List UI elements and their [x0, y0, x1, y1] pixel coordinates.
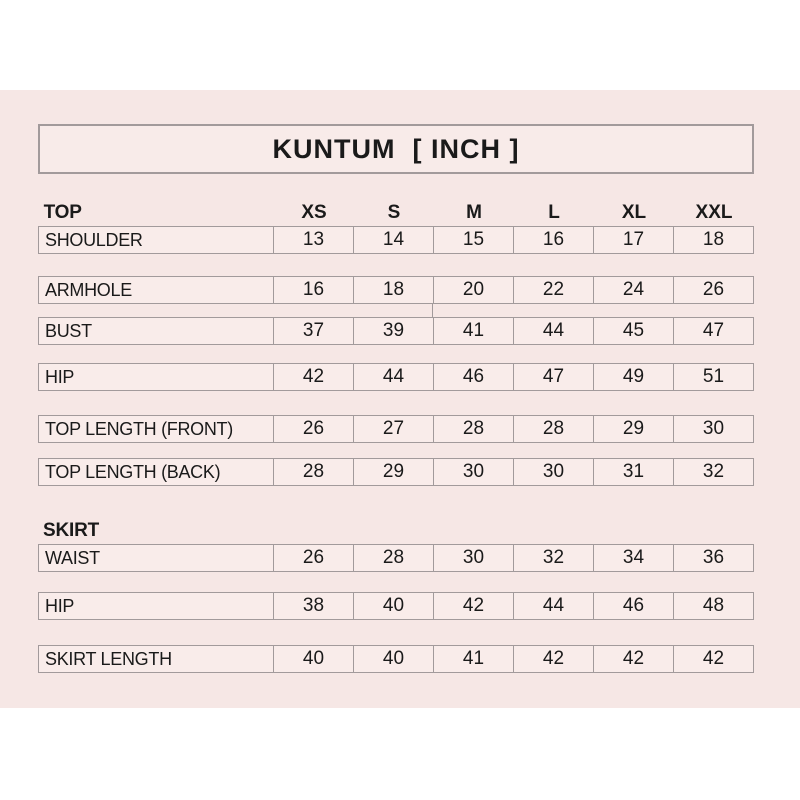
cell-value: 44 [513, 593, 593, 619]
section-title-top: TOP [43, 202, 82, 223]
cell-value: 42 [273, 364, 353, 390]
cell-value: 42 [593, 646, 673, 672]
cell-value: 44 [353, 364, 433, 390]
cell-value: 44 [513, 318, 593, 344]
cell-value: 13 [273, 227, 353, 253]
chart-title-box [38, 124, 754, 174]
cell-value: 28 [273, 459, 353, 485]
cell-value: 30 [673, 416, 753, 442]
row-label: HIP [45, 366, 75, 387]
cell-value: 24 [593, 277, 673, 303]
size-column-header: XS [301, 202, 327, 223]
cell-value: 20 [433, 277, 513, 303]
row-label: SKIRT LENGTH [45, 648, 172, 669]
cell-value: 47 [513, 364, 593, 390]
row-gap [38, 254, 754, 276]
row-gap [38, 304, 754, 317]
row-label: TOP LENGTH (FRONT) [45, 418, 233, 439]
size-column-header: M [466, 202, 482, 223]
cell-value: 14 [353, 227, 433, 253]
cell-value: 26 [273, 416, 353, 442]
cell-value: 36 [673, 545, 753, 571]
cell-value: 27 [353, 416, 433, 442]
cell-value: 40 [273, 646, 353, 672]
cell-value: 42 [513, 646, 593, 672]
cell-value: 16 [513, 227, 593, 253]
cell-value: 46 [593, 593, 673, 619]
table-row [38, 317, 754, 345]
row-gap [38, 572, 754, 592]
cell-value: 29 [353, 459, 433, 485]
cell-value: 42 [673, 646, 753, 672]
cell-value: 30 [433, 459, 513, 485]
cell-value: 26 [673, 277, 753, 303]
cell-value: 40 [353, 593, 433, 619]
table-row [38, 226, 754, 254]
row-gap [38, 443, 754, 458]
cell-value: 30 [433, 545, 513, 571]
row-gap [38, 620, 754, 645]
size-column-header: L [548, 202, 560, 223]
row-label: ARMHOLE [45, 279, 132, 300]
table-row [38, 276, 754, 304]
cell-value: 29 [593, 416, 673, 442]
table-row [38, 363, 754, 391]
cell-value: 49 [593, 364, 673, 390]
row-gap [38, 345, 754, 363]
chart-title: KUNTUM [ INCH ] [272, 133, 520, 164]
row-label: WAIST [45, 547, 100, 568]
cell-value: 41 [433, 646, 513, 672]
cell-value: 26 [273, 545, 353, 571]
cell-value: 18 [673, 227, 753, 253]
section-title-skirt: SKIRT [43, 520, 100, 541]
table-row [38, 415, 754, 443]
cell-value: 42 [433, 593, 513, 619]
cell-value: 31 [593, 459, 673, 485]
size-chart-content [38, 200, 754, 673]
top-section-header-row [38, 200, 754, 226]
cell-value: 48 [673, 593, 753, 619]
table-row [38, 592, 754, 620]
row-label: BUST [45, 320, 92, 341]
column-divider-artifact [432, 304, 433, 317]
cell-value: 17 [593, 227, 673, 253]
row-label: TOP LENGTH (BACK) [45, 461, 221, 482]
cell-value: 41 [433, 318, 513, 344]
table-row [38, 645, 754, 673]
cell-value: 16 [273, 277, 353, 303]
cell-value: 28 [513, 416, 593, 442]
cell-value: 39 [353, 318, 433, 344]
cell-value: 51 [673, 364, 753, 390]
cell-value: 40 [353, 646, 433, 672]
cell-value: 47 [673, 318, 753, 344]
table-row [38, 544, 754, 572]
table-row [38, 458, 754, 486]
cell-value: 28 [433, 416, 513, 442]
size-column-header: S [387, 202, 401, 223]
size-chart-panel [0, 90, 800, 708]
cell-value: 32 [673, 459, 753, 485]
cell-value: 28 [353, 545, 433, 571]
size-column-header: XXL [695, 202, 733, 223]
row-label: HIP [45, 595, 75, 616]
cell-value: 22 [513, 277, 593, 303]
cell-value: 45 [593, 318, 673, 344]
cell-value: 37 [273, 318, 353, 344]
cell-value: 18 [353, 277, 433, 303]
cell-value: 32 [513, 545, 593, 571]
size-column-header: XL [621, 202, 647, 223]
cell-value: 30 [513, 459, 593, 485]
cell-value: 38 [273, 593, 353, 619]
cell-value: 46 [433, 364, 513, 390]
row-label: SHOULDER [45, 229, 143, 250]
row-gap [38, 391, 754, 415]
cell-value: 34 [593, 545, 673, 571]
cell-value: 15 [433, 227, 513, 253]
